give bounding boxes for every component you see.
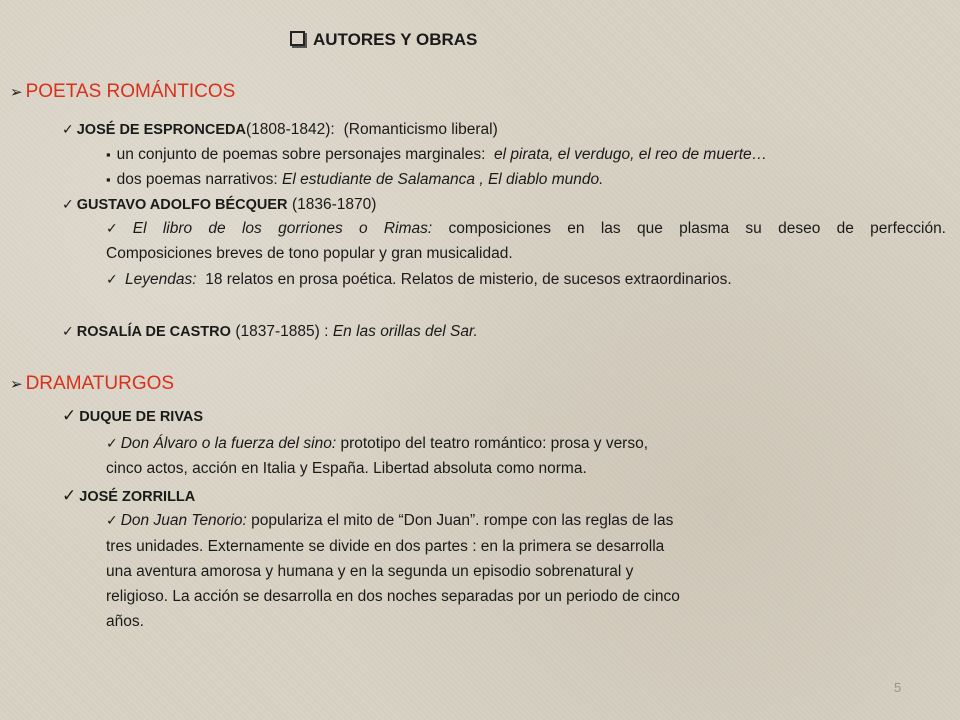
work-title: Don Juan Tenorio: (120, 512, 247, 529)
section-heading-dramaturgos (10, 373, 174, 395)
checkmark-icon: ✓ (62, 196, 74, 212)
arrow-bullet-icon: ➢ (10, 376, 23, 393)
page-number: 5 (894, 680, 902, 695)
author-name: DUQUE DE RIVAS (79, 409, 204, 425)
checkmark-icon: ✓ (106, 435, 118, 451)
checkmark-icon: ✓ (106, 220, 130, 236)
bullet-item (106, 146, 767, 164)
section-heading-dramaturgos-text: DRAMATURGOS (25, 373, 175, 394)
bullet-text: dos poemas narrativos: (116, 171, 278, 188)
author-note: (Romanticismo liberal) (343, 121, 498, 138)
section-heading-poetas-text: POETAS ROMÁNTICOS (25, 81, 236, 102)
author-dates: (1836-1870) (291, 196, 377, 213)
square-bullet-icon: ▪ (106, 147, 111, 162)
work-title: Leyendas: (125, 271, 197, 288)
checkmark-icon: ✓ (62, 406, 77, 425)
checkmark-icon: ✓ (62, 121, 74, 137)
author-name: JOSÉ DE ESPRONCEDA (76, 122, 246, 138)
checkmark-icon: ✓ (62, 486, 77, 505)
work-title: En las orillas del Sar. (332, 323, 478, 340)
checkmark-icon: ✓ (106, 512, 118, 528)
author-rivas (62, 406, 203, 426)
checkbox-square-icon (290, 31, 305, 46)
author-becquer (62, 196, 376, 214)
work-title: Don Álvaro o la fuerza del sino: (120, 435, 337, 452)
work-description: composiciones en las que plasma su deseo de perfección. (448, 220, 946, 237)
work-description: 18 relatos en prosa poética. Relatos de misterio, de sucesos extraordinarios. (205, 271, 732, 288)
author-name: GUSTAVO ADOLFO BÉCQUER (76, 197, 288, 213)
work-don-alvaro-line2: cinco actos, acción en Italia y España. Libertad absoluta como norma. (106, 460, 587, 477)
arrow-bullet-icon: ➢ (10, 84, 23, 101)
square-bullet-icon: ▪ (106, 172, 111, 187)
bullet-italic-text: el pirata, el verdugo, el reo de muerte… (494, 146, 768, 163)
work-description: populariza el mito de “Don Juan”. rompe con las reglas de las (251, 512, 674, 529)
work-don-juan-line4: religioso. La acción se desarrolla en dos noches separadas por un periodo de cinco (106, 588, 680, 605)
slide-title-text: AUTORES Y OBRAS (313, 30, 478, 49)
work-don-alvaro-line1 (106, 435, 648, 453)
work-rimas-line2: Composiciones breves de tono popular y gran musicalidad. (106, 245, 513, 262)
checkmark-icon: ✓ (106, 271, 118, 287)
author-dates: (1808-1842): (245, 121, 335, 138)
work-don-juan-line2: tres unidades. Externamente se divide en dos partes : en la primera se desarrolla (106, 538, 665, 555)
author-espronceda (62, 121, 498, 139)
work-leyendas (106, 271, 732, 289)
bullet-item (106, 171, 603, 189)
author-name: ROSALÍA DE CASTRO (76, 324, 231, 340)
author-name: JOSÉ ZORRILLA (79, 489, 196, 505)
author-zorrilla (62, 486, 195, 506)
checkmark-icon: ✓ (62, 323, 74, 339)
section-heading-poetas (10, 81, 235, 103)
work-rimas-line1 (106, 220, 946, 238)
slide-title (290, 30, 477, 50)
work-description: prototipo del teatro romántico: prosa y verso, (340, 435, 649, 452)
work-don-juan-line5: años. (106, 613, 144, 630)
work-don-juan-line1 (106, 512, 673, 530)
author-rosalia (62, 323, 478, 341)
work-title: El libro de los gorriones o Rimas: (132, 220, 433, 237)
bullet-text: un conjunto de poemas sobre personajes marginales: (116, 146, 486, 163)
author-dates: (1837-1885) : (235, 323, 329, 340)
bullet-italic-text: El estudiante de Salamanca , El diablo mundo. (282, 171, 604, 188)
work-don-juan-line3: una aventura amorosa y humana y en la segunda un episodio sobrenatural y (106, 563, 634, 580)
